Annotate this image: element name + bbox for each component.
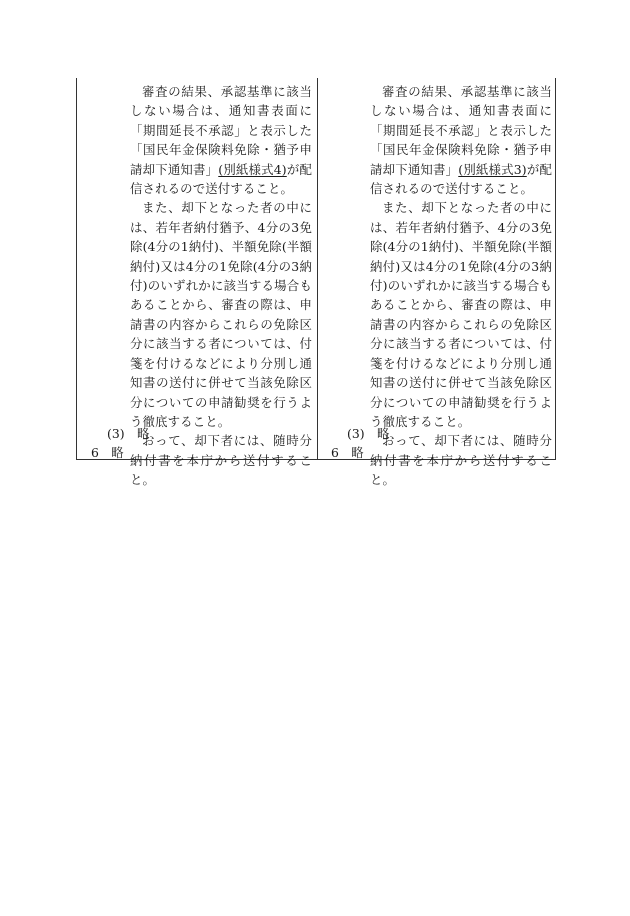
- right-column: [317, 78, 557, 488]
- right-paragraph-rejected-persons: また、却下となった者の中には、若年者納付猶予、4分の3免除(4分の1納付)、半額免除(半額納付)又は4分の1免除(4分の3納付)のいずれかに該当する場合もあることから、審査の際は、申請書の内容からこれらの免除区分に該当する者については、付箋を付けるなどにより分別し通知書の送付に併せて当該免除区分についての申請勧奨を行うよう徹底すること。: [370, 200, 552, 429]
- right-para1-tail: が配信されるので送付すること。: [370, 161, 552, 197]
- right-paragraph-additional: おって、却下者には、随時分納付書を本庁から送付すること。: [370, 433, 552, 488]
- left-body: [130, 82, 312, 490]
- right-paragraph-review-result: [370, 82, 552, 198]
- left-paragraph-review-result: [130, 82, 312, 198]
- left-item-3: (3) 略: [107, 426, 150, 441]
- left-form-reference: (別紙様式4): [218, 161, 287, 177]
- left-para1-tail: が配信されるので送付すること。: [130, 161, 312, 197]
- right-item-3: (3) 略: [347, 426, 390, 441]
- left-paragraph-additional: おって、却下者には、随時分納付書を本庁から送付すること。: [130, 433, 312, 488]
- left-para1-text: 審査の結果、承認基準に該当しない場合は、通知書表面に「期間延長不承認」と表示した「国民年金保険料免除・猶予申請却下通知書」: [130, 84, 312, 177]
- right-para1-text: 審査の結果、承認基準に該当しない場合は、通知書表面に「期間延長不承認」と表示した「国民年金保険料免除・猶予申請却下通知書」: [370, 84, 552, 177]
- left-column: [77, 78, 317, 488]
- right-body: [370, 82, 552, 490]
- right-form-reference: (別紙様式3): [458, 161, 527, 177]
- left-paragraph-rejected-persons: また、却下となった者の中には、若年者納付猶予、4分の3免除(4分の1納付)、半額免除(半額納付)又は4分の1免除(4分の3納付)のいずれかに該当する場合もあることから、審査の際は、申請書の内容からこれらの免除区分に該当する者については、付箋を付けるなどにより分別し通知書の送付に併せて当該免除区分についての申請勧奨を行うよう徹底すること。: [130, 200, 312, 429]
- left-item-6: 6 略: [91, 445, 124, 460]
- right-item-6: 6 略: [331, 445, 364, 460]
- comparison-table: [76, 78, 556, 488]
